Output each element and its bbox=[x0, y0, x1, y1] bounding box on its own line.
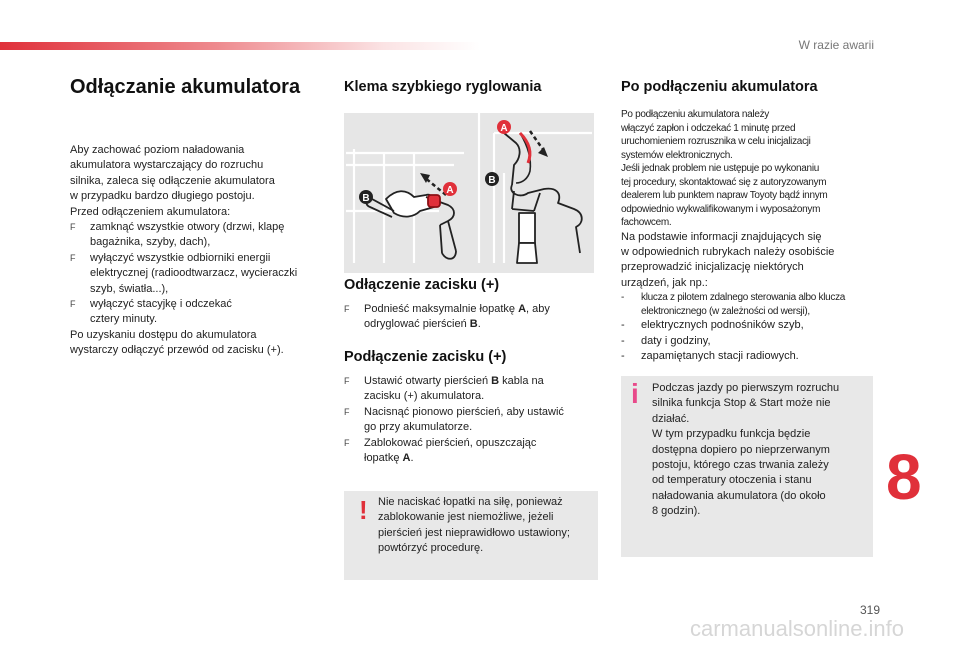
bullet-marker: F bbox=[70, 222, 76, 233]
list-item-text: klucza z pilotem zdalnego sterowania albo klucza bbox=[641, 292, 846, 304]
section-title: Klema szybkiego ryglowania bbox=[344, 79, 542, 95]
section-title: Odłączenie zacisku (+) bbox=[344, 277, 500, 293]
label-a: A bbox=[500, 123, 508, 134]
list-item bbox=[621, 318, 876, 333]
info-icon: i bbox=[631, 378, 639, 409]
warning-icon: ! bbox=[359, 495, 368, 525]
note-line: dealerem lub punktem napraw Toyoty bądź innym bbox=[621, 190, 828, 201]
info-line: dostępna dopiero po nieprzerwanym bbox=[652, 443, 830, 456]
bullet-marker: F bbox=[344, 376, 350, 386]
list-item-text: , aby bbox=[526, 303, 550, 315]
dash-marker: - bbox=[621, 334, 625, 347]
info-line: silnika funkcja Stop & Start może nie bbox=[652, 397, 831, 410]
column-after-connecting bbox=[621, 76, 876, 364]
bullet-marker: F bbox=[344, 406, 350, 417]
list-item-text: Ustawić otwarty pierścień bbox=[364, 375, 492, 387]
connect-steps bbox=[344, 374, 600, 466]
list-item bbox=[344, 436, 600, 467]
dash-marker: - bbox=[621, 292, 625, 304]
list-item-text: Nacisnąć pionowo pierścień, aby ustawić bbox=[364, 405, 564, 418]
para-line: Na podstawie informacji znajdujących się bbox=[621, 230, 822, 243]
label-b: B bbox=[362, 193, 370, 204]
list-item bbox=[70, 220, 320, 251]
list-item bbox=[344, 405, 600, 436]
list-item-text: . bbox=[410, 452, 414, 465]
label-a: A bbox=[446, 185, 454, 196]
info-line: Podczas jazdy po pierwszym rozruchu bbox=[652, 382, 840, 394]
dash-marker: - bbox=[621, 319, 625, 332]
note-line: Po podłączeniu akumulatora należy bbox=[621, 109, 769, 120]
warning-line: powtórzyć procedurę. bbox=[378, 542, 484, 555]
list-item-text: zapamiętanych stacji radiowych. bbox=[641, 349, 799, 362]
chapter-number: 8 bbox=[886, 441, 922, 513]
list-item-text: szyb, światła...), bbox=[90, 282, 169, 295]
list-item-text: . bbox=[477, 318, 481, 331]
bullet-marker: F bbox=[70, 252, 76, 263]
outro-line: Po uzyskaniu dostępu do akumulatora bbox=[70, 328, 257, 341]
list-item-text: Zablokować pierścień, opuszczając bbox=[364, 436, 537, 449]
list-item bbox=[344, 302, 600, 333]
warning-line: zablokowanie jest niemożliwe, jeżeli bbox=[378, 511, 554, 524]
intro-line: w przypadku bardzo długiego postoju. bbox=[70, 190, 255, 203]
page-title: Odłączanie akumulatora bbox=[70, 76, 301, 98]
info-line: postoju, którego czas trwania zależy bbox=[652, 459, 829, 472]
info-line: naładowania akumulatora (do około bbox=[652, 489, 826, 502]
list-item bbox=[70, 297, 320, 328]
list-item-text: daty i godziny, bbox=[641, 334, 711, 347]
info-line: 8 godzin). bbox=[652, 505, 701, 518]
warning-line: pierścień jest nieprawidłowo ustawiony; bbox=[378, 526, 570, 539]
section-title: Podłączenie zacisku (+) bbox=[344, 349, 507, 365]
note-line: uruchomieniem rozrusznika w celu inicjalizacji bbox=[621, 136, 811, 147]
warning-line: Nie naciskać łopatki na siłę, ponieważ bbox=[378, 496, 563, 508]
bullet-marker: F bbox=[344, 304, 350, 314]
outro-line: wystarczy odłączyć przewód od zacisku (+). bbox=[70, 344, 284, 357]
running-head: W razie awarii bbox=[798, 38, 874, 52]
list-item-text: Podnieść maksymalnie łopatkę bbox=[364, 303, 519, 315]
column-quick-lock bbox=[344, 76, 600, 95]
list-item bbox=[70, 251, 320, 297]
note-line: Jeśli jednak problem nie ustępuje po wykonaniu bbox=[621, 163, 819, 174]
disconnect-steps bbox=[344, 302, 600, 333]
list-item bbox=[621, 291, 876, 318]
list-item-text: zamknąć wszystkie otwory (drzwi, klapę bbox=[90, 221, 285, 234]
label-b: B bbox=[488, 175, 496, 186]
list-item-text: elektronicznego (w zależności od wersji), bbox=[641, 305, 810, 317]
intro-line: akumulatora wystarczający do rozruchu bbox=[70, 159, 264, 172]
list-item bbox=[621, 334, 876, 349]
note-line: fachowcem. bbox=[621, 217, 672, 228]
watermark: carmanualsonline.info bbox=[690, 616, 905, 641]
label-a-ref: A bbox=[518, 303, 527, 315]
list-item-text: bagażnika, szyby, dach), bbox=[90, 236, 211, 249]
list-item-text: elektrycznej (radioodtwarzacz, wycieraczki bbox=[90, 267, 298, 280]
list-item-text: wyłączyć stacyjkę i odczekać bbox=[90, 298, 232, 311]
list-item bbox=[621, 349, 876, 364]
list-item-text: elektrycznych podnośników szyb, bbox=[641, 319, 804, 332]
para-line: urządzeń, jak np.: bbox=[621, 276, 708, 289]
list-item-text: kabla na bbox=[499, 375, 544, 387]
para-line: przeprowadzić inicjalizację niektórych bbox=[621, 261, 804, 274]
info-box bbox=[621, 376, 873, 557]
note-line: odpowiednio wykwalifikowanym i wyposażonym bbox=[621, 203, 821, 215]
label-b-ref: B bbox=[491, 375, 500, 387]
preparation-list bbox=[70, 220, 320, 328]
bullet-marker: F bbox=[70, 299, 76, 310]
bullet-marker: F bbox=[344, 437, 350, 448]
header-accent-bar bbox=[0, 42, 480, 50]
section-connect bbox=[344, 349, 600, 466]
info-line: od temperatury otoczenia i stanu bbox=[652, 474, 812, 487]
dash-marker: - bbox=[621, 349, 625, 362]
list-item-text: go przy akumulatorze. bbox=[364, 421, 473, 434]
list-item bbox=[344, 374, 600, 405]
warning-text bbox=[378, 495, 570, 557]
section-title: Po podłączeniu akumulatora bbox=[621, 79, 818, 95]
info-text bbox=[652, 381, 839, 520]
info-line: W tym przypadku funkcja będzie bbox=[652, 428, 811, 441]
init-list bbox=[621, 291, 876, 364]
warning-box bbox=[344, 491, 598, 580]
intro-line: Przed odłączeniem akumulatora: bbox=[70, 205, 231, 218]
intro-line: Aby zachować poziom naładowania bbox=[70, 144, 245, 156]
list-item-text: odryglować pierścień bbox=[364, 318, 470, 331]
column-disconnecting bbox=[70, 76, 320, 359]
label-b-ref: B bbox=[469, 318, 478, 331]
label-a-ref: A bbox=[402, 452, 411, 465]
list-item-text: zacisku (+) akumulatora. bbox=[364, 390, 485, 403]
info-line: działać. bbox=[652, 412, 690, 425]
list-item-text: łopatkę bbox=[364, 452, 403, 465]
list-item-text: wyłączyć wszystkie odbiorniki energii bbox=[90, 251, 271, 264]
page-number: 319 bbox=[860, 603, 881, 617]
para-line: w odpowiednich rubrykach należy osobiście bbox=[621, 245, 835, 258]
section-disconnect bbox=[344, 277, 600, 333]
note-line: tej procedury, skontaktować się z autoryzowanym bbox=[621, 176, 827, 188]
intro-line: silnika, zaleca się odłączenie akumulatora bbox=[70, 174, 275, 187]
note-line: systemów elektronicznych. bbox=[621, 149, 733, 161]
battery-clamp-illustration bbox=[344, 113, 594, 273]
note-line: włączyć zapłon i odczekać 1 minutę przed bbox=[621, 122, 796, 134]
list-item-text: cztery minuty. bbox=[90, 313, 158, 326]
